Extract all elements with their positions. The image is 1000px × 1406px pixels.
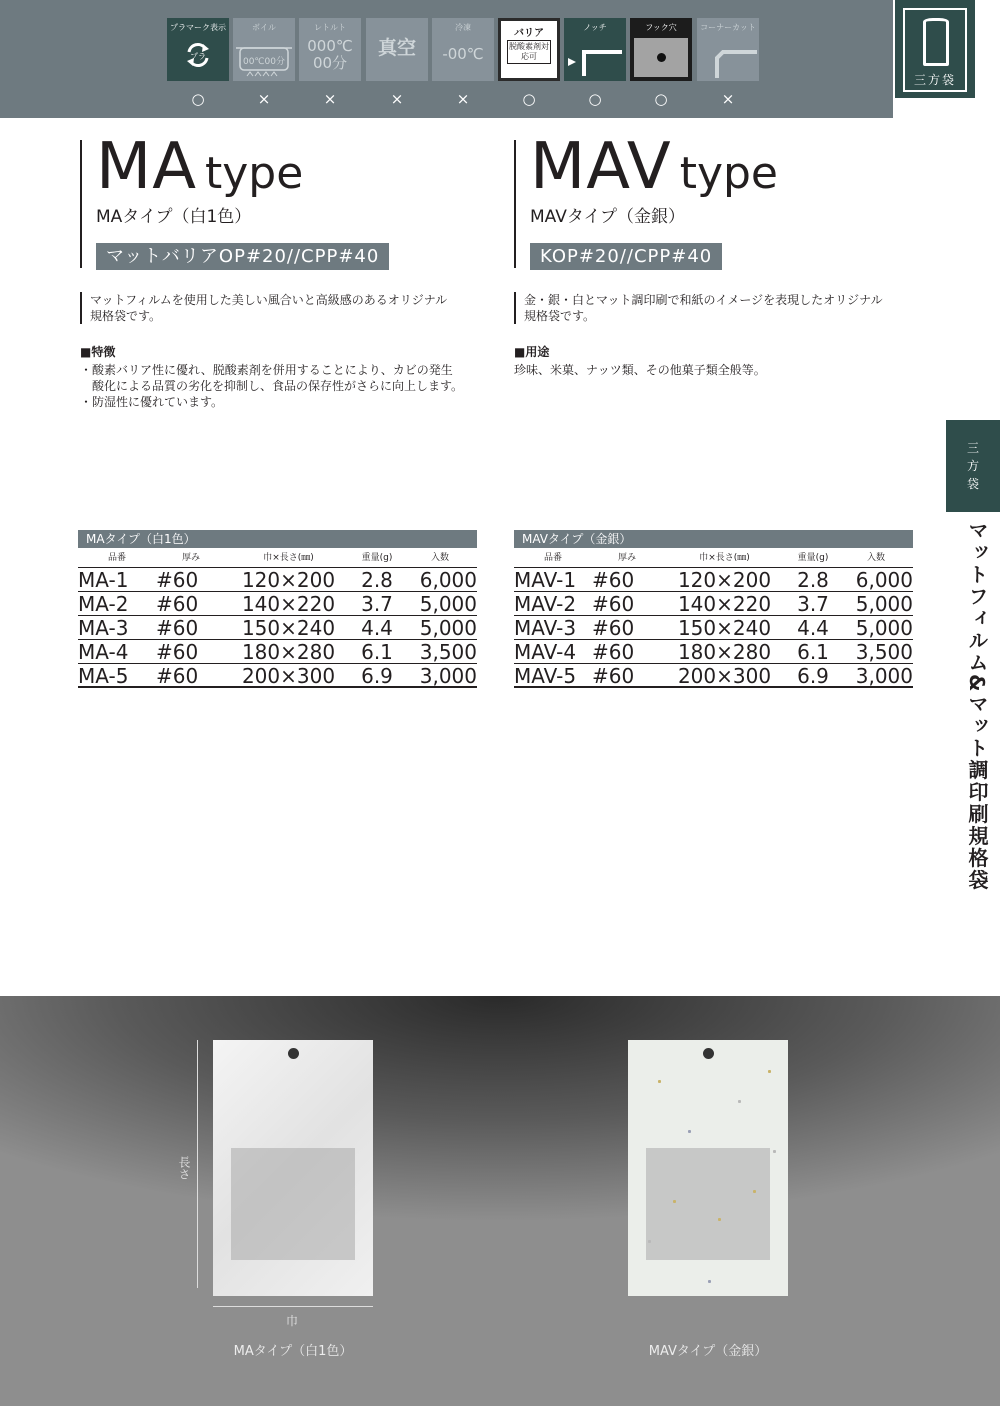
corner-cut-icon [697,18,759,81]
svg-text:00℃00分: 00℃00分 [242,57,286,67]
cell-thickness: #60 [592,568,635,592]
cell-weight: 4.4 [797,616,829,640]
cell-size: 200×300 [677,664,772,688]
vacuum-icon [366,18,428,81]
retort-time: 00分 [312,54,348,72]
cell-size: 180×280 [677,640,772,664]
cell-weight: 2.8 [361,568,393,592]
icon-label: コーナーカット [700,23,756,32]
icon-label: 冷凍 [455,23,471,32]
vertical-section-title: マットフィルム&マット調印刷規格袋 [965,520,989,892]
cell-quantity: 5,000 [855,592,913,616]
cell-thickness: #60 [156,664,199,688]
width-dimension-line [213,1306,373,1307]
cell-size: 140×220 [241,592,336,616]
side-tab-char: 三 [966,441,979,455]
availability-mark: × [456,90,470,108]
corner-shape-icon [697,36,759,80]
cell-size: 200×300 [241,664,336,688]
cell-code: MA-2 [78,592,129,616]
width-label: 巾 [286,1314,299,1328]
cell-code: MAV-4 [514,640,577,664]
material-spec: マットバリアOP#20//CPP#40 [96,243,389,270]
freeze-icon [432,18,494,81]
product-description [514,292,914,324]
gold-fleck [753,1190,756,1193]
table-row [514,616,913,640]
table-header-row [78,548,477,568]
table-row [78,640,477,664]
mav-spec-table [514,530,913,688]
cell-weight: 3.7 [361,592,393,616]
silver-fleck [738,1100,741,1103]
retort-temp: 000℃ [307,37,353,55]
category-label: 三方袋 [913,73,956,87]
cell-weight: 4.4 [361,616,393,640]
cell-weight: 2.8 [797,568,829,592]
badge-frame [903,8,967,92]
col-header: 重量(g) [797,553,829,563]
cell-code: MAV-3 [514,616,577,640]
side-tab-char: 袋 [966,477,979,491]
col-header: 厚み [181,553,200,563]
product-description [80,292,500,324]
cell-thickness: #60 [592,592,635,616]
product-subtitle: MAタイプ（白1色） [96,207,252,227]
cell-quantity: 5,000 [855,616,913,640]
description-line: 規格袋です。 [90,309,162,323]
availability-mark: ○ [191,90,205,108]
length-label: 長さ [177,1156,191,1180]
retort-icon [299,18,361,81]
table-row [78,664,477,688]
table-row [78,568,477,592]
boil-pot-icon [233,18,295,81]
pot-icon [233,36,295,80]
availability-mark: ○ [654,90,668,108]
cell-quantity: 6,000 [419,568,477,592]
table-row [514,640,913,664]
icon-label: バリア [514,28,544,39]
hole-dot [657,53,666,62]
table-row [514,592,913,616]
silver-fleck [773,1150,776,1153]
cell-code: MAV-5 [514,664,577,688]
mav-caption: MAVタイプ（金銀） [648,1344,768,1359]
table-row [514,568,913,592]
cell-weight: 6.1 [797,640,829,664]
barrier-icon [498,18,560,81]
col-header: 品番 [107,553,126,563]
product-subtitle: MAVタイプ（金銀） [530,207,685,227]
table-title: MAタイプ（白1色） [78,530,477,548]
ma-caption: MAタイプ（白1色） [233,1344,353,1359]
hook-panel [634,38,688,77]
cell-weight: 6.9 [797,664,829,688]
product-type-word: type [205,148,304,199]
cell-size: 120×200 [677,568,772,592]
availability-mark: ○ [588,90,602,108]
cell-weight: 6.9 [361,664,393,688]
product-photo-area [0,996,1000,1406]
cell-code: MAV-1 [514,568,577,592]
icon-label: レトルト [314,23,346,32]
features-heading: ■特徴 [80,345,116,359]
features-list [80,362,510,410]
cell-thickness: #60 [156,640,199,664]
gold-fleck [718,1218,721,1221]
description-line: マットフィルムを使用した美しい風合いと高級感のあるオリジナル [90,293,448,307]
notch-icon [564,18,626,81]
cell-thickness: #60 [156,568,199,592]
mav-bag-image [628,1040,788,1296]
cell-quantity: 5,000 [419,616,477,640]
gold-fleck [768,1070,771,1073]
availability-mark: × [323,90,337,108]
cell-size: 150×240 [677,616,772,640]
product-title [530,132,778,202]
hook-hole-icon [630,18,692,81]
freeze-temp: -00℃ [442,45,484,63]
clear-window [646,1148,770,1260]
availability-mark: ○ [522,90,536,108]
vacuum-text: 真空 [377,37,416,59]
col-header: 重量(g) [361,553,393,563]
col-header: 巾×長さ(㎜) [699,553,750,563]
recycle-arrows-icon [183,40,213,70]
product-code: MAV [530,130,672,204]
cell-thickness: #60 [156,592,199,616]
icon-label: フック穴 [645,23,677,32]
three-side-bag-icon [923,18,949,66]
side-tab-char: 方 [966,459,979,473]
icon-label: ボイル [252,23,276,32]
col-header: 厚み [617,553,636,563]
notch-shape-icon [564,36,626,80]
cell-quantity: 3,000 [855,664,913,688]
feature-item: 酸化による品質の劣化を抑制し、食品の保存性がさらに向上します。 [80,379,464,393]
gold-fleck [658,1080,661,1083]
col-header: 品番 [543,553,562,563]
gold-fleck [673,1200,676,1203]
silver-fleck [688,1130,691,1133]
silver-fleck [708,1280,711,1283]
feature-icon-bar [0,0,893,118]
col-header: 巾×長さ(㎜) [263,553,314,563]
side-category-tab [946,420,1000,512]
product-type-word: type [679,148,778,199]
availability-mark: × [390,90,404,108]
col-header: 入数 [430,553,449,563]
cell-weight: 6.1 [361,640,393,664]
description-line: 規格袋です。 [524,309,596,323]
hook-hole [703,1048,714,1059]
icon-label: ノッチ [583,23,607,32]
ma-spec-table [78,530,477,688]
svg-text:プラ: プラ [190,52,206,61]
cell-weight: 3.7 [797,592,829,616]
icon-label: プラマーク表示 [170,23,226,32]
cell-quantity: 6,000 [855,568,913,592]
cell-code: MAV-2 [514,592,577,616]
cell-code: MA-5 [78,664,129,688]
material-spec: KOP#20//CPP#40 [530,243,722,270]
cell-thickness: #60 [592,664,635,688]
col-header: 入数 [866,553,885,563]
title-rule [514,140,516,268]
cell-quantity: 3,500 [419,640,477,664]
usage-item: 珍味、米菓、ナッツ類、その他菓子類全般等。 [514,363,766,377]
clear-window [231,1148,355,1260]
cell-thickness: #60 [592,640,635,664]
length-dimension-line [197,1040,198,1288]
table-row [78,592,477,616]
cell-code: MA-3 [78,616,129,640]
description-line: 金・銀・白とマット調印刷で和紙のイメージを表現したオリジナル [524,293,883,307]
silver-fleck [648,1240,651,1243]
table-title: MAVタイプ（金銀） [514,530,913,548]
cell-size: 180×280 [241,640,336,664]
usage-heading: ■用途 [514,345,550,359]
product-code: MA [96,130,197,204]
cell-quantity: 5,000 [419,592,477,616]
cell-size: 120×200 [241,568,336,592]
ma-bag-image [213,1040,373,1296]
table-row [514,664,913,688]
feature-item: ・酸素バリア性に優れ、脱酸素剤を併用することにより、カビの発生 [80,363,453,377]
usage-list [514,362,944,378]
table-header-row [514,548,913,568]
cell-quantity: 3,000 [419,664,477,688]
availability-mark: × [257,90,271,108]
title-rule [80,140,82,268]
bag-category-badge [895,0,975,98]
barrier-sub: 脱酸素剤対応可 [507,40,551,64]
product-title [96,132,303,202]
cell-thickness: #60 [592,616,635,640]
cell-code: MA-4 [78,640,129,664]
availability-mark: × [721,90,735,108]
recycle-mark-icon [167,18,229,81]
cell-size: 140×220 [677,592,772,616]
cell-quantity: 3,500 [855,640,913,664]
table-row [78,616,477,640]
cell-size: 150×240 [241,616,336,640]
feature-item: ・防湿性に優れています。 [80,395,224,409]
cell-code: MA-1 [78,568,129,592]
hook-hole [288,1048,299,1059]
cell-thickness: #60 [156,616,199,640]
